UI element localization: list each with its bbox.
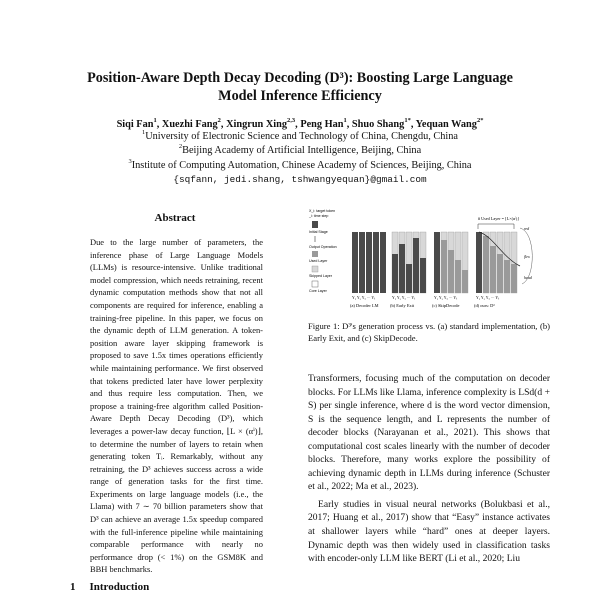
legend-time-step: _i: time step (309, 214, 329, 218)
affiliation-2: $^2$Beijing Academy of Artificial Intelligence, Beijing, China (178, 143, 422, 156)
figure-1 (308, 206, 546, 312)
figure-1-caption: Figure 1: D³'s generation process vs. (a) standard implementation, (b) Early Exit, and (c) SkipDecode. (308, 321, 550, 343)
curve-label-head: head (524, 275, 532, 280)
legend-core-swatch (312, 281, 318, 287)
panel-c-skipdecode (434, 232, 468, 293)
panel-label-b: (b) Early Exit (390, 303, 415, 308)
legend-used-layer: Used Layer (309, 259, 328, 263)
intro-paragraph-2: Early studies in visual neural networks (Bolukbasi et al., 2017; Huang et al., 2017) show that “Easy” instance activates at shallower layers while “hard” ones at deeper layers. Dynamic depth was then widely used in classification tasks with encoder-only LLM like BERT (Li et al., 2020; Liu (308, 498, 550, 565)
author: Peng Han$^1$ (300, 117, 347, 130)
paper-title-line-2: Model Inference Efficiency (218, 88, 382, 104)
author: Xingrun Xing$^{2,3}$ (226, 117, 296, 130)
legend-used-swatch (312, 251, 318, 257)
figure-1-diagram (308, 206, 546, 312)
legend-target-token: X_i: target token (309, 209, 336, 213)
curve-label-flex: flex (524, 254, 530, 259)
used-layer-formula: # Used Layer = ⌊L×(αⁱ)⌋ (478, 216, 519, 221)
token-row-d: Y₁ Y₂ Y₃ ··· Yₜ (476, 296, 500, 300)
token-row-c: Y₁ Y₂ Y₃ ··· Yₜ (434, 296, 458, 300)
panel-b-early-exit (392, 232, 426, 293)
intro-paragraph-1: Transformers, focusing much of the computation on decoder blocks. For LLMs like Llama, inference complexity is LSd(d + S) per single inference, where d is the word vector dimension, S is the sequence length, and L represents the number of decoder blocks (Narayanan et al., 2021). This shows that computational cost scales linearly with the number of decoder blocks. Therefore, many works explore the possibility of achieving dynamic depth in LLMs during inference (Schuster et al., 2022; Ma et al., 2023). (308, 373, 550, 493)
paper-title-line-1: Position-Aware Depth Decay Decoding (D³): Boosting Large Language (87, 70, 513, 86)
author: Xuezhi Fang$^2$ (161, 117, 221, 130)
author: Shuo Shang$^{1*}$ (351, 117, 411, 130)
author: Yequan Wang$^{2*}$ (415, 117, 484, 130)
author: Siqi Fan$^1$ (116, 117, 157, 130)
affiliation-3: $^3$Institute of Computing Automation, Chinese Academy of Sciences, Beijing, China (128, 158, 472, 171)
intro-body-right-column (308, 372, 550, 566)
panel-label-a: (a) Decoder LM (350, 303, 379, 308)
panel-d-ours (476, 224, 520, 293)
token-row-b: Y₁ Y₂ Y₃ ··· Yₜ (392, 296, 416, 300)
token-row-a: Y₁ Y₂ Y₃ ··· Yₜ (352, 296, 376, 300)
section-heading-introduction: 1 Introduction (70, 581, 150, 593)
legend-output-operation: Output Operation (309, 245, 337, 249)
legend-core-layer: Core Layer (309, 289, 327, 293)
author-list: Siqi Fan$^1$, Xuezhi Fang$^2$, Xingrun Xing$^{2,3}$, Peng Han$^1$, Shuo Shang$^{1*}$, Yequan Wang$^{2*}$ (116, 117, 484, 130)
panel-label-c: (c) SkipDecode (432, 303, 460, 308)
affiliation-1: $^1$University of Electronic Science and Technology of China, Chengdu, China (141, 129, 459, 142)
curve-label-red: red (524, 226, 530, 231)
legend-skipped-layer: Skipped Layer (309, 274, 332, 278)
author-emails: {sqfann, jedi.shang, tshwangyequan}@gmail.com (173, 174, 427, 185)
abstract-heading: Abstract (154, 212, 196, 224)
legend-skipped-swatch (312, 266, 318, 272)
panel-label-d: (d) ours: D³ (474, 303, 495, 308)
abstract-body: Due to the large number of parameters, the inference phase of Large Language Models (LLMs) is resource-intensive. Unlike traditional model compression, which needs retraining, recent dynamic computation methods show that not all components are required for inference, enabling a training-free pipeline. In this paper, we focus on the dynamic depth of LLM generation. A token-position aware layer skipping framework is proposed to save 1.5x times operations efficiently while maintaining performance. We first observed that tokens predicted later have lower perplexity and thus require less computation. Then, we propose a training-free algorithm called Position-Aware Depth Decay Decoding (D³), which leverages a power-law decay function, ⌊L × (αⁱ)⌋, to determine the number of layers to retain when generating token Tᵢ. Remarkably, without any retraining, the D³ achieves success across a wide range of generation tasks for the first time. Experiments on large language models (i.e., the Llama) with 7 ∼ 70 billion parameters show that D³ can achieve an average 1.5x speedup compared with the full-inference pipeline while maintaining comparable performance with nearly no performance drop (< 1%) on the GSM8K and BBH benchmarks. (90, 237, 263, 575)
panel-a-decoder-lm (352, 232, 386, 293)
legend-initial-stage: Initial Stage (309, 230, 328, 234)
legend-initial-swatch (312, 221, 318, 228)
